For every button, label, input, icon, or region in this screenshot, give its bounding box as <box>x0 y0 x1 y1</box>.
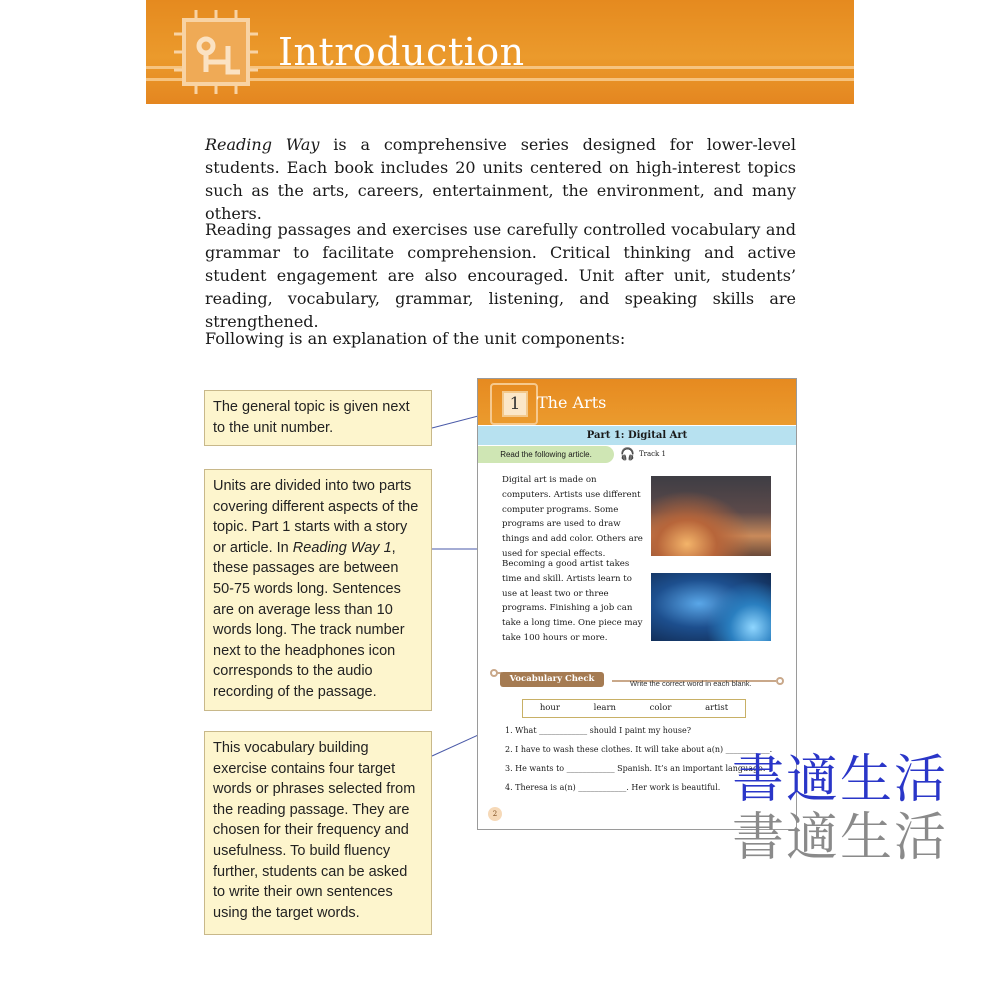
word-bank-item: hour <box>539 703 560 713</box>
watermark-gray: 書適生活 <box>732 808 949 868</box>
callout-topic: The general topic is given next to the unit number. <box>204 390 432 446</box>
callout-parts-text-a: Units are divided into two parts covering different aspects of the topic. Part 1 starts with a story or article. In <box>213 478 419 556</box>
page-number: 2 <box>488 807 502 821</box>
question-1: 1. What ____________ should I paint my house? <box>505 726 692 735</box>
unit-number: 1 <box>502 391 528 417</box>
watermark-blue: 書適生活 <box>732 750 949 810</box>
article-paragraph-1: Digital art is made on computers. Artists use different computer programs. Some programs are used to draw things and add color. Others are used for special effects. <box>502 475 643 559</box>
question-2: 2. I have to wash these clothes. It will take about a(n) ___________. <box>505 745 773 754</box>
intro-paragraph-3: Following is an explanation of the unit components: <box>205 329 626 348</box>
part-title: Part 1: Digital Art <box>478 426 796 445</box>
word-bank-item: color <box>649 703 672 713</box>
headphones-icon: 🎧 <box>620 447 635 461</box>
vocabulary-instruction: Write the correct word in each blank. <box>630 679 752 688</box>
word-bank-item: learn <box>593 703 616 713</box>
unit-header <box>478 379 796 425</box>
question-4: 4. Theresa is a(n) ____________. Her work is beautiful. <box>505 783 721 792</box>
track-number: Track 1 <box>638 450 666 458</box>
intro-paragraph-2: Reading passages and exercises use carefully controlled vocabulary and grammar to facilitate comprehension. Critical thinking and active student engagement are also encouraged. Unit after unit, students’ reading, vocabulary, grammar, listening, and speaking skills are strengthened. <box>205 220 796 331</box>
callout-parts-series: Reading Way 1 <box>292 539 392 556</box>
question-3: 3. He wants to ____________ Spanish. It’s an important language. <box>505 764 766 773</box>
callout-vocabulary: This vocabulary building exercise contains four target words or phrases selected from the reading passage. They are chosen for their frequency and usefulness. To build fluency further, students can be asked to write their own sentences using the target words. <box>204 731 432 935</box>
intro-paragraph-1-text: is a comprehensive series designed for lower-level students. Each book includes 20 units centered on high-interest topics such as the arts, careers, entertainment, the environment, and many others. <box>205 135 796 223</box>
series-title: Reading Way <box>205 135 320 154</box>
piano-sunset-image <box>651 476 771 556</box>
track-label <box>620 446 666 463</box>
article-paragraph-2: Becoming a good artist takes time and skill. Artists learn to use at least two or three programs. Finishing a job can take a long time. One piece may take 100 hours or more. <box>502 559 643 643</box>
callout-parts <box>204 469 432 711</box>
word-bank-item: artist <box>705 703 729 713</box>
unit-title: The Arts <box>537 393 607 412</box>
callout-parts-text-b: , these passages are between 50-75 words long. Sentences are on average less than 10 words long. The track number next to the headphones icon corresponds to the audio recording of the passage. <box>213 539 405 700</box>
galaxy-night-image <box>651 573 771 641</box>
word-bank <box>522 699 746 718</box>
vocabulary-check-label: Vocabulary Check <box>500 672 604 687</box>
page-title: Introduction <box>278 30 525 74</box>
read-instruction: Read the following article. <box>478 446 614 463</box>
